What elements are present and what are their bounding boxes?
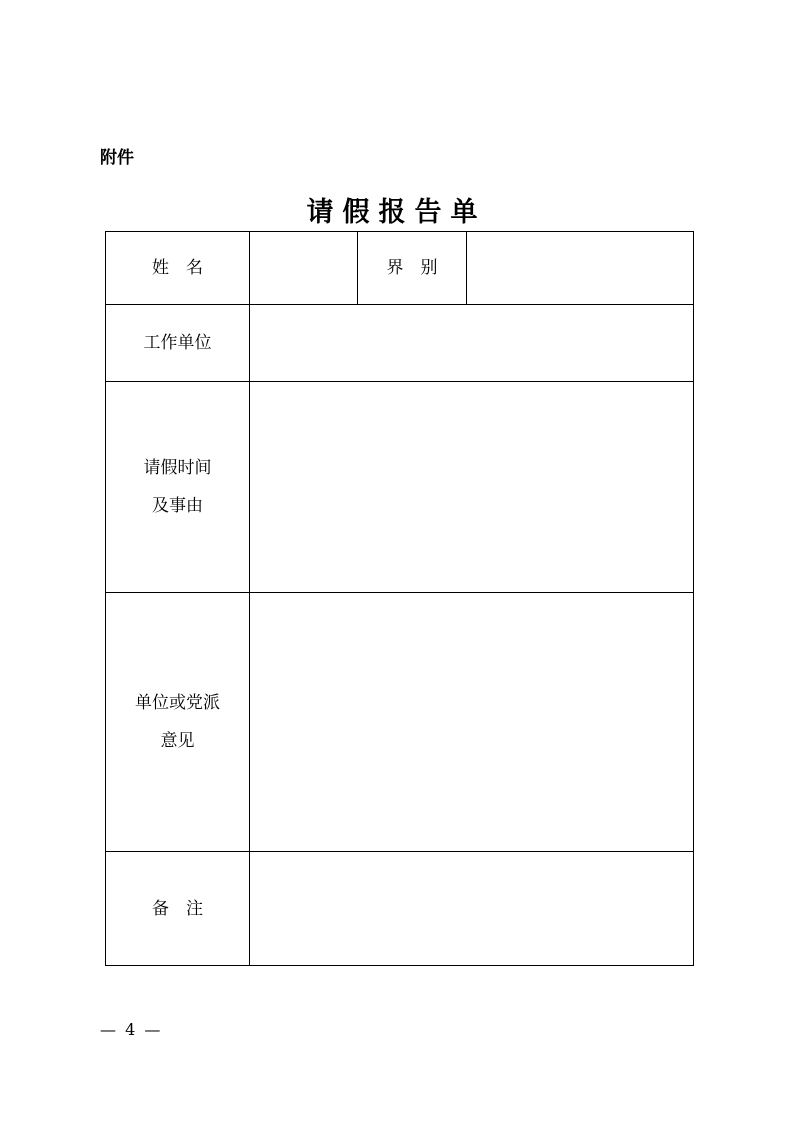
remarks-field[interactable] bbox=[250, 852, 694, 966]
leave-time-label-line1: 请假时间 bbox=[143, 458, 212, 478]
opinion-field[interactable] bbox=[250, 593, 694, 852]
leave-time-field[interactable] bbox=[250, 382, 694, 593]
work-unit-label: 工作单位 bbox=[106, 305, 250, 382]
gender-label: 界 别 bbox=[358, 232, 467, 305]
row-remarks bbox=[106, 852, 694, 966]
leave-time-label-line2: 及事由 bbox=[152, 496, 203, 516]
name-field[interactable] bbox=[250, 232, 358, 305]
row-opinion bbox=[106, 593, 694, 852]
name-label: 姓 名 bbox=[106, 232, 250, 305]
leave-request-form bbox=[105, 231, 694, 966]
row-leave-time bbox=[106, 382, 694, 593]
page-number: — 4 — bbox=[100, 1020, 163, 1039]
remarks-label: 备 注 bbox=[106, 852, 250, 966]
gender-field[interactable] bbox=[467, 232, 694, 305]
row-work-unit bbox=[106, 305, 694, 382]
opinion-label-line1: 单位或党派 bbox=[135, 693, 220, 713]
row-name bbox=[106, 232, 694, 305]
opinion-label bbox=[106, 593, 250, 852]
attachment-label: 附件 bbox=[100, 148, 134, 168]
opinion-label-line2: 意见 bbox=[160, 731, 195, 751]
form-title: 请假报告单 bbox=[306, 197, 487, 228]
work-unit-field[interactable] bbox=[250, 305, 694, 382]
leave-time-label bbox=[106, 382, 250, 593]
